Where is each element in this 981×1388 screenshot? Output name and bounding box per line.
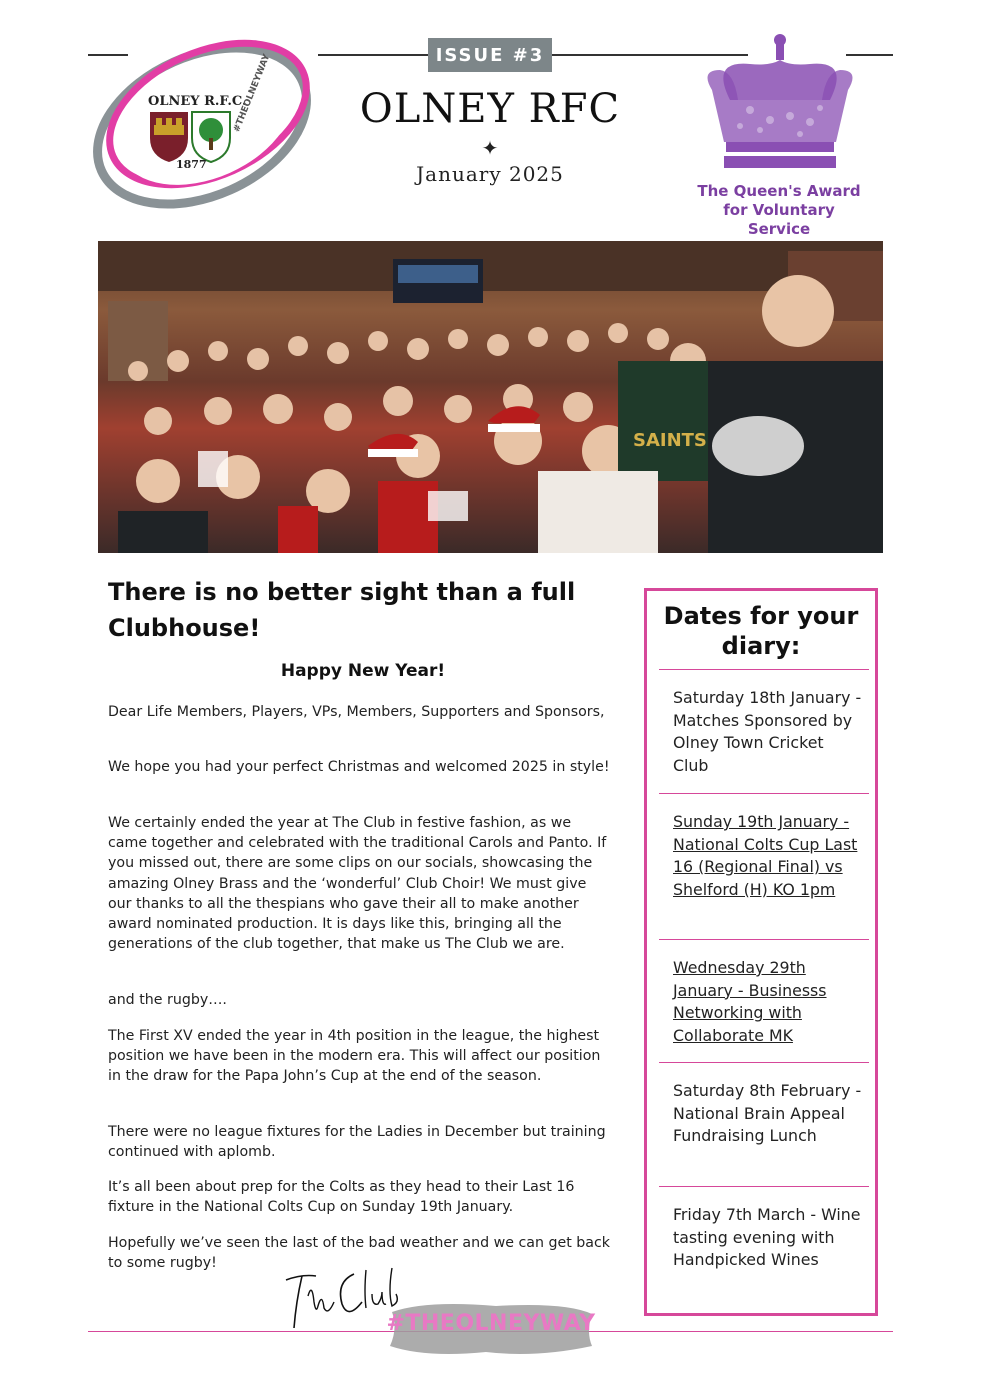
logo-hashtag: #THEOLNEYWAY xyxy=(232,52,273,134)
issue-badge: ISSUE #3 xyxy=(428,38,552,72)
sparkle-icon: ✦ xyxy=(481,136,499,160)
article-paragraph: Dear Life Members, Players, VPs, Members, Supporters and Sponsors, xyxy=(108,704,605,720)
diary-item: Saturday 18th January - Matches Sponsored by Olney Town Cricket Club xyxy=(673,688,862,775)
diary-divider xyxy=(659,793,869,794)
diary-divider xyxy=(659,1062,869,1063)
article-paragraph: and the rugby…. xyxy=(108,992,227,1008)
diary-item: Saturday 8th February - National Brain Appeal Fundraising Lunch xyxy=(673,1081,862,1145)
clubhouse-crowd-photo xyxy=(98,241,883,553)
diary-item: Friday 7th March - Wine tasting evening with Handpicked Wines xyxy=(673,1205,861,1269)
article-paragraph: We hope you had your perfect Christmas and welcomed 2025 in style! xyxy=(108,759,610,775)
crown-icon xyxy=(690,30,870,180)
club-logo-rings xyxy=(90,30,315,215)
article-paragraph: The First XV ended the year in 4th position in the league, the highest position we have been in the modern era. This will affect our position in the draw for the Papa John’s Cup at the end of the season. xyxy=(108,1028,601,1085)
club-logo xyxy=(90,30,315,215)
article-paragraph: There were no league fixtures for the Ladies in December but training continued with aplomb. xyxy=(108,1124,606,1161)
diary-panel xyxy=(644,588,878,1316)
diary-divider xyxy=(659,939,869,940)
footer-hashtag: #THEOLNEYWAY xyxy=(386,1311,596,1336)
diary-divider xyxy=(659,669,869,670)
queens-award-line1: The Queen's Award xyxy=(697,182,861,200)
diary-item-link[interactable]: Sunday 19th January - National Colts Cup Last 16 (Regional Final) vs Shelford (H) KO 1pm xyxy=(673,812,858,899)
club-founded-year: 1877 xyxy=(176,158,207,171)
queens-award-text xyxy=(690,182,868,239)
diary-divider xyxy=(659,1186,869,1187)
crowd-photo-illustration xyxy=(98,241,883,553)
queens-award-line2: for Voluntary Service xyxy=(723,201,835,238)
svg-text:SAINTS: SAINTS xyxy=(633,430,707,451)
article-headline: There is no better sight than a full Clubhouse! xyxy=(108,578,576,642)
article-paragraph: It’s all been about prep for the Colts as they head to their Last 16 fixture in the National Colts Cup on Sunday 19th January. xyxy=(108,1179,575,1216)
header-rule-mid-left xyxy=(318,54,428,56)
diary-title: Dates for your diary: xyxy=(663,602,859,660)
article-subhead: Happy New Year! xyxy=(280,661,446,681)
club-name: OLNEY R.F.C. xyxy=(148,94,247,109)
masthead-title: OLNEY RFC xyxy=(359,86,621,132)
diary-item-link[interactable]: Wednesday 29th January - Businesss Networking with Collaborate MK xyxy=(673,958,827,1045)
article-paragraph: We certainly ended the year at The Club in festive fashion, as we came together and celebrated with the traditional Carols and Panto. If you missed out, there are some clips on our socials, showcasing the amazing Olney Brass and the ‘wonderful’ Club Choir! We must give our thanks to all the thespians who gave their all to make another award nominated production. It is days like this, bringing all the generations of the club together, that make us The Club we are. xyxy=(108,815,607,953)
issue-date: January 2025 xyxy=(416,162,564,186)
article-paragraph: Hopefully we’ve seen the last of the bad weather and we can get back to some rugby! xyxy=(108,1235,610,1272)
